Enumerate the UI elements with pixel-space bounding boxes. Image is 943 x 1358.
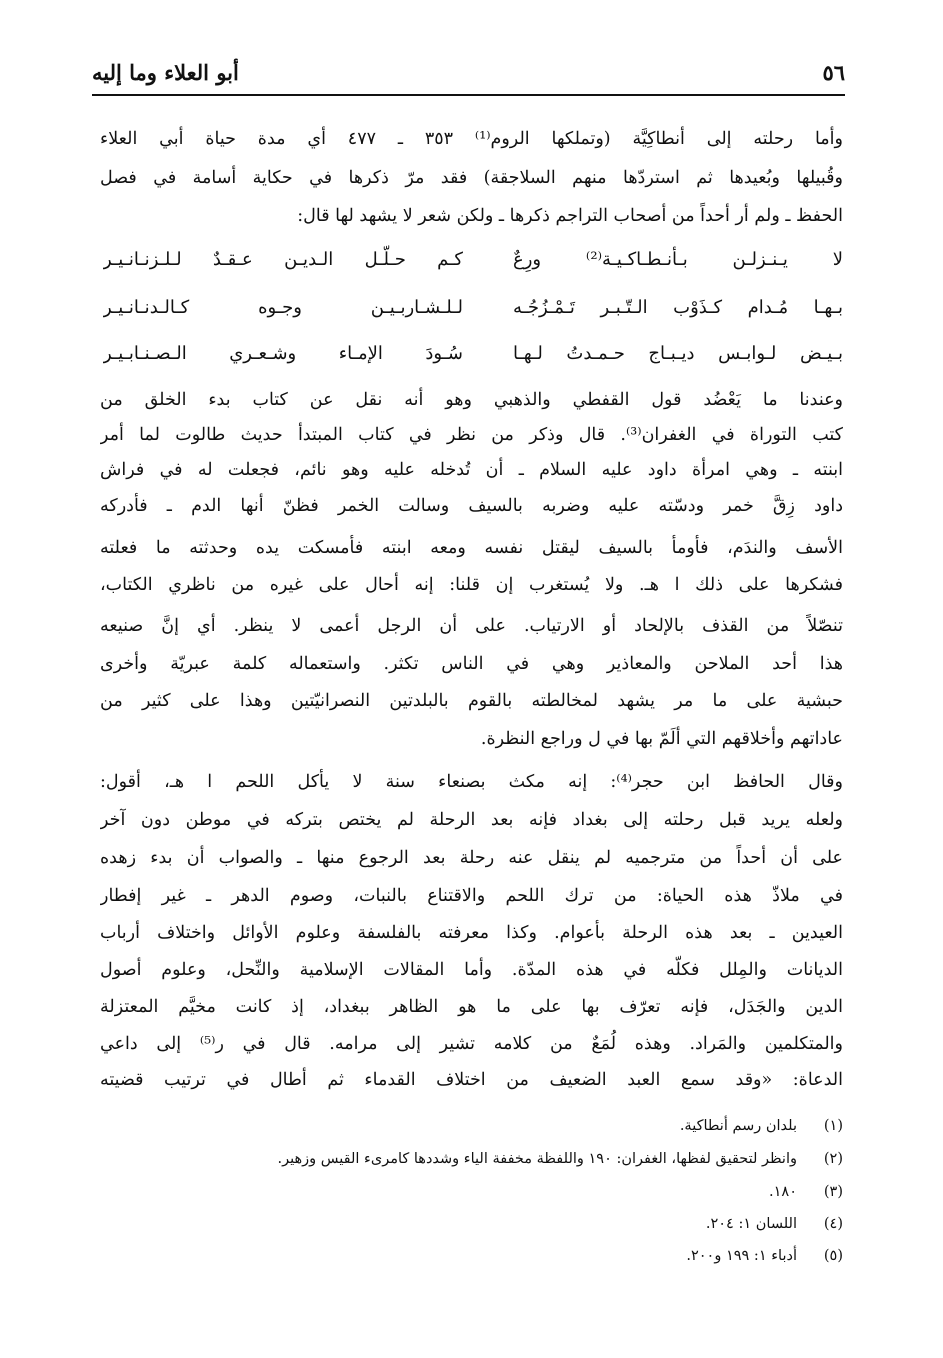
text-line: داود زِقَّ خمر ودسّته عليه وضربه بالسيف وسالت الخمر فظنّ أنها الدم ـ فأدركه xyxy=(100,496,843,516)
footnote-number: (١) xyxy=(823,1118,843,1134)
text-line: كتب التوراة في الغفران⁽³⁾. قال وذكر من نظر في كتاب المبتدأ حديث طالوت لما أمر xyxy=(100,425,843,445)
text-line: الديانات والمِلل فكلّه في هذه المدّة. وأما المقالات الإسلامية والنِّحل، وعلوم أصول xyxy=(100,960,843,980)
text-line: فشكرها على ذلك ا هـ. ولا يُستغرب إن قلنا: إنه أحال على غيره من ناظري الكتاب، xyxy=(100,575,843,595)
text-line: عاداتهم وأخلاقهم التي ألَمّ بها في ل وراجع النظرة. xyxy=(480,729,843,749)
text-line: تنصّلاً من القذف بالإلحاد أو الارتياب. على أن الرجل أعمى لا ينظر. أي إنَّ صنيعه xyxy=(100,616,843,636)
text-line: وعندنا ما يَعْضُد قول القفطي والذهبي وهو أنه نقل عن كتاب بدء الخلق من xyxy=(100,390,843,410)
text-line: الدعاة: «وقد سمع العبد الضعيف من اختلاف القدماء ثم أطال في ترتيب قضيته xyxy=(100,1070,843,1090)
verse-second-hemistich: سُـودَ الإمـاء وشـعـري الـصـنـابـيـر xyxy=(103,343,463,364)
verse-line xyxy=(103,288,843,328)
text-line: وقال الحافظ ابن حجر⁽⁴⁾: إنه مكث بصنعاء سنة لا يأكل اللحم ا هـ، أقول: xyxy=(100,772,843,792)
verse-first-hemistich: بـهـا مُـدام كـذَوْب الـتّـبـر تَـمْـزُجُـه xyxy=(513,297,843,318)
text-line: في ملاذّ هذه الحياة: من ترك اللحم والاقتناع بالنبات، وصوم الدهر ـ غير إفطار xyxy=(100,886,843,906)
text-line: ولعله يريد قبل رحلته إلى بغداد فإنه بعد الرحلة لم يختص بتركه في موطن دون آخر xyxy=(100,810,843,830)
text-line: وقُبيلها وبُعيدها ثم استردّها منهم السلاجقة) فقد مرّ ذكرها في حكاية أسامة في فصل xyxy=(100,168,843,188)
text-line: حبشية على ما مر يشهد لمخالطته بالقوم بالبلدتين النصرانيّتين وهذا على كثير من xyxy=(100,691,843,711)
footnote-text: أدباء ١: ١٩٩ و٢٠٠. xyxy=(686,1248,797,1264)
verse-line xyxy=(103,240,843,280)
text-line: والمتكلمين والمَراد. وهذه لُمَعٌ من كلامه تشير إلى مرامه. قال في ر⁽⁵⁾ إلى داعي xyxy=(100,1034,843,1054)
footnote-text: ١٨٠. xyxy=(769,1184,797,1200)
footnote-number: (٣) xyxy=(823,1184,843,1200)
text-line: الأسف والندَم، فأومأ بالسيف ليقتل نفسه ومعه ابنته فأمسكت يده وحدثته ما فعلته xyxy=(100,538,843,558)
footnote-text: بلدان رسم أنطاكية. xyxy=(679,1118,797,1134)
footnote xyxy=(100,1178,843,1206)
footnote xyxy=(100,1112,843,1140)
text-line: هذا أحد الملاحن والمعاذير وهي في الناس تكثر. واستعماله كلمة عبريّة وأخرى xyxy=(100,654,843,674)
verse-first-hemistich: لا يـنـزلـن بـأنـطـاكـيـة⁽²⁾ ورِعٌ xyxy=(513,249,843,270)
footnote xyxy=(100,1210,843,1238)
footnote-number: (٢) xyxy=(823,1151,843,1167)
footnote xyxy=(100,1145,843,1173)
verse-first-hemistich: بـيـض لـوابـس ديـبـاج حـمـدتُ لـهـا xyxy=(513,343,843,364)
footnote-number: (٤) xyxy=(823,1216,843,1232)
text-line: الحفظ ـ ولم أر أحداً من أصحاب التراجم ذكرها ـ ولكن شعر لا يشهد لها قال: xyxy=(297,206,843,226)
text-line: الدين والجَدَل، فإنه تعرّف بها على ما هو الظاهر ببغداد، إذ كانت مخيَّم المعتزلة xyxy=(100,997,843,1017)
running-title: أبو العلاء وما إليه xyxy=(92,60,239,85)
verse-line xyxy=(103,334,843,374)
text-line: وأما رحلته إلى أنطاكِيَّة (وتملكها الروم⁽¹⁾ ٣٥٣ ـ ٤٧٧ أي مدة حياة أبي العلاء xyxy=(100,129,843,149)
footnote-number: (٥) xyxy=(823,1248,843,1264)
text-line: العيدين ـ بعد هذه الرحلة بأعوام. وكذا معرفته بالفلسفة وعلوم الأوائل واختلاف أرباب xyxy=(100,923,843,943)
verse-second-hemistich: كـم حـلّـل الـديـن عـقـدٌ لـلـزنـانـيـر xyxy=(103,249,463,270)
page-number: ٥٦ xyxy=(822,60,845,85)
running-header xyxy=(92,50,845,96)
footnote-text: اللسان ١: ٢٠٤. xyxy=(705,1216,797,1232)
text-line: على أن أحداً من مترجميه لم ينقل عنه رحلة بعد الرجوع منها ـ والصواب أن بدء زهده xyxy=(100,848,843,868)
footnote xyxy=(100,1242,843,1270)
footnote-text: وانظر لتحقيق لفظها، الغفران: ١٩٠ واللفظة مخففة الياء وشددها كامرىء القيس وزهير. xyxy=(277,1151,797,1167)
verse-second-hemistich: لـلـشـاربـيـن وجـوه كـالـدنـانـيـر xyxy=(103,297,463,318)
text-line: ابنته ـ وهي امرأة داود عليه السلام ـ أن تُدخله عليه وهو نائم، فجعلت له في فراش xyxy=(100,460,843,480)
